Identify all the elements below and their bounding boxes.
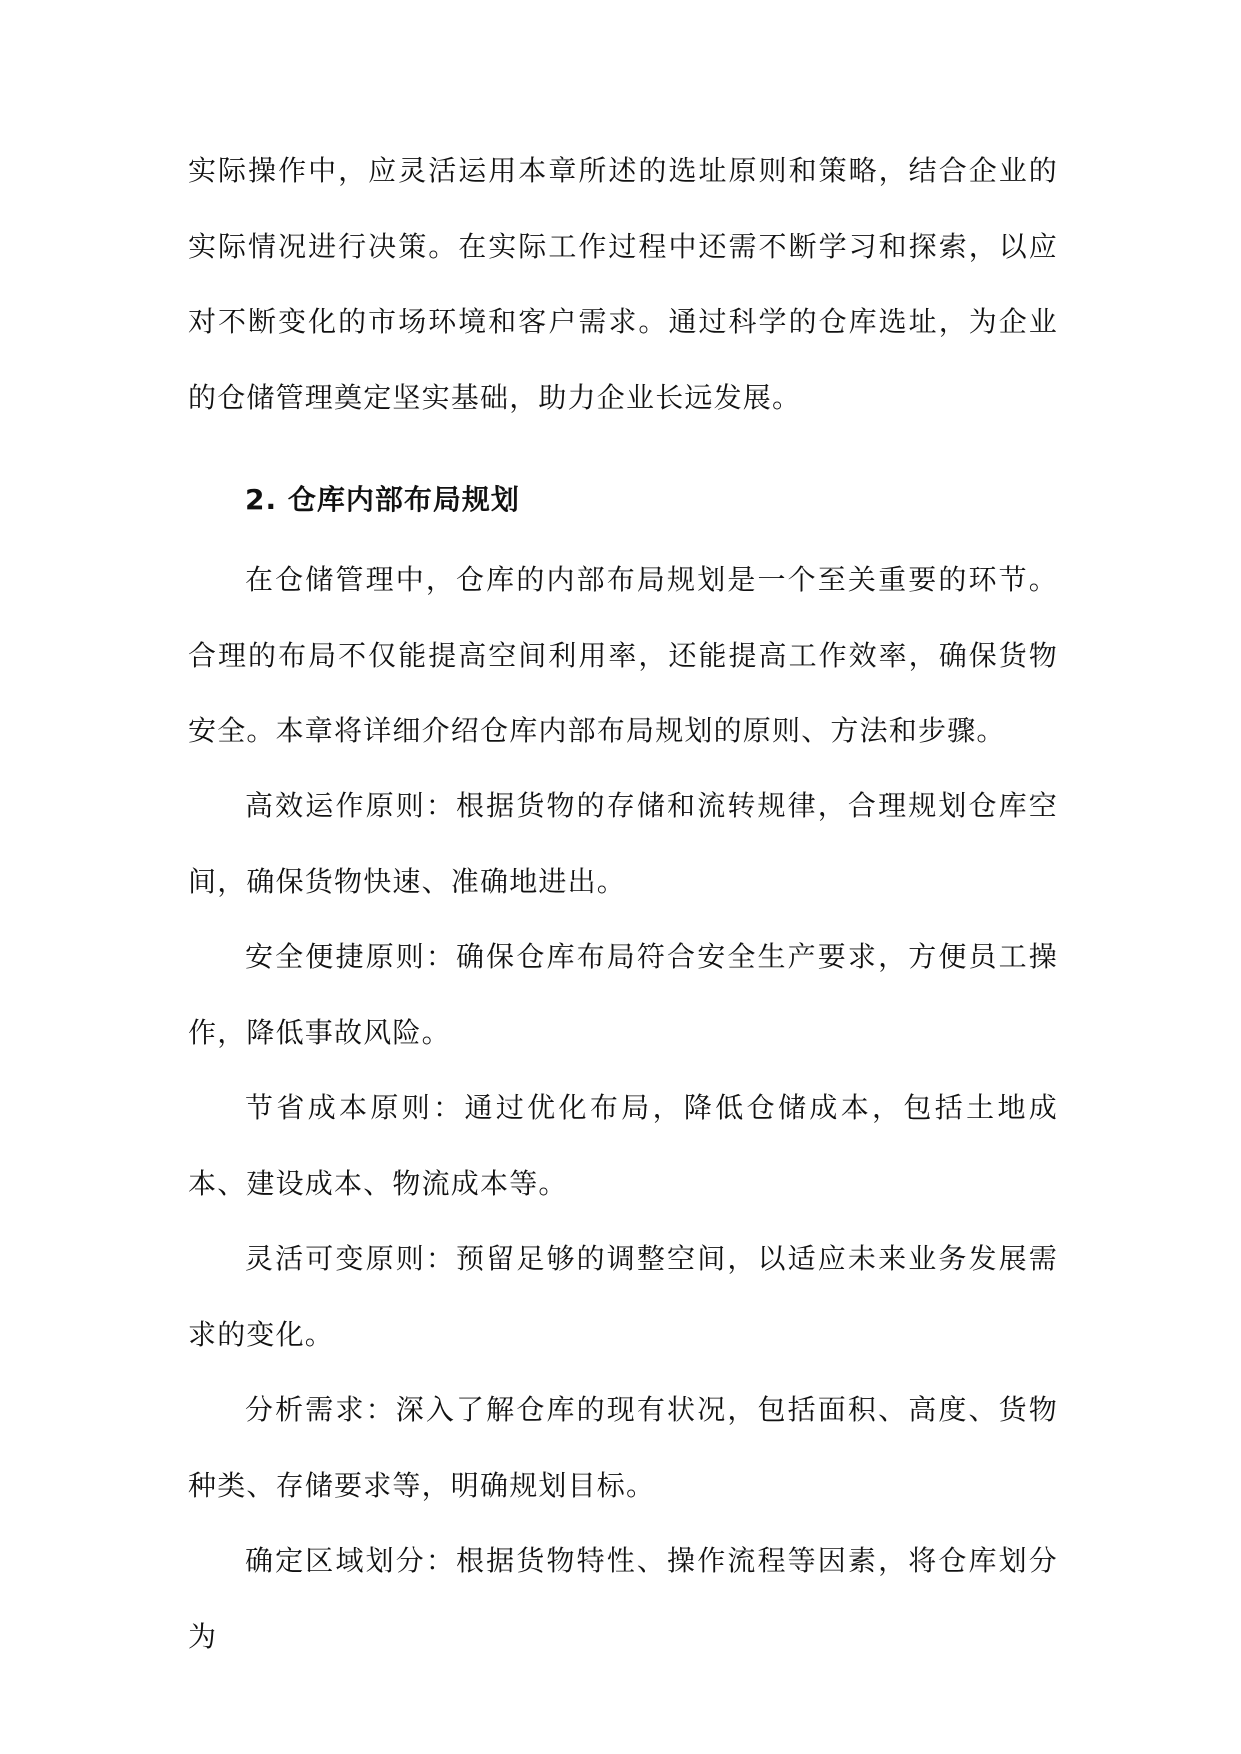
paragraph-step-analysis: 分析需求：深入了解仓库的现有状况，包括面积、高度、货物种类、存储要求等，明确规划目标。 (188, 1393, 1058, 1502)
paragraph-principle-flexibility: 灵活可变原则：预留足够的调整空间，以适应未来业务发展需求的变化。 (188, 1242, 1058, 1351)
section-heading: 2. 仓库内部布局规划 (245, 483, 520, 516)
continuation-paragraph: 实际操作中，应灵活运用本章所述的选址原则和策略，结合企业的实际情况进行决策。在实际工作过程中还需不断学习和探索，以应对不断变化的市场环境和客户需求。通过科学的仓库选址，为企业的仓储管理奠定坚实基础，助力企业长远发展。 (188, 154, 1058, 414)
paragraph-principle-cost: 节省成本原则：通过优化布局，降低仓储成本，包括土地成本、建设成本、物流成本等。 (188, 1091, 1058, 1200)
paragraph-principle-safety: 安全便捷原则：确保仓库布局符合安全生产要求，方便员工操作，降低事故风险。 (188, 940, 1058, 1049)
paragraph-principle-efficiency: 高效运作原则：根据货物的存储和流转规律，合理规划仓库空间，确保货物快速、准确地进出。 (188, 789, 1058, 898)
paragraph-intro: 在仓储管理中，仓库的内部布局规划是一个至关重要的环节。合理的布局不仅能提高空间利用率，还能提高工作效率，确保货物安全。本章将详细介绍仓库内部布局规划的原则、方法和步骤。 (188, 563, 1058, 747)
paragraph-step-zoning: 确定区域划分：根据货物特性、操作流程等因素，将仓库划分为 (188, 1544, 1058, 1653)
